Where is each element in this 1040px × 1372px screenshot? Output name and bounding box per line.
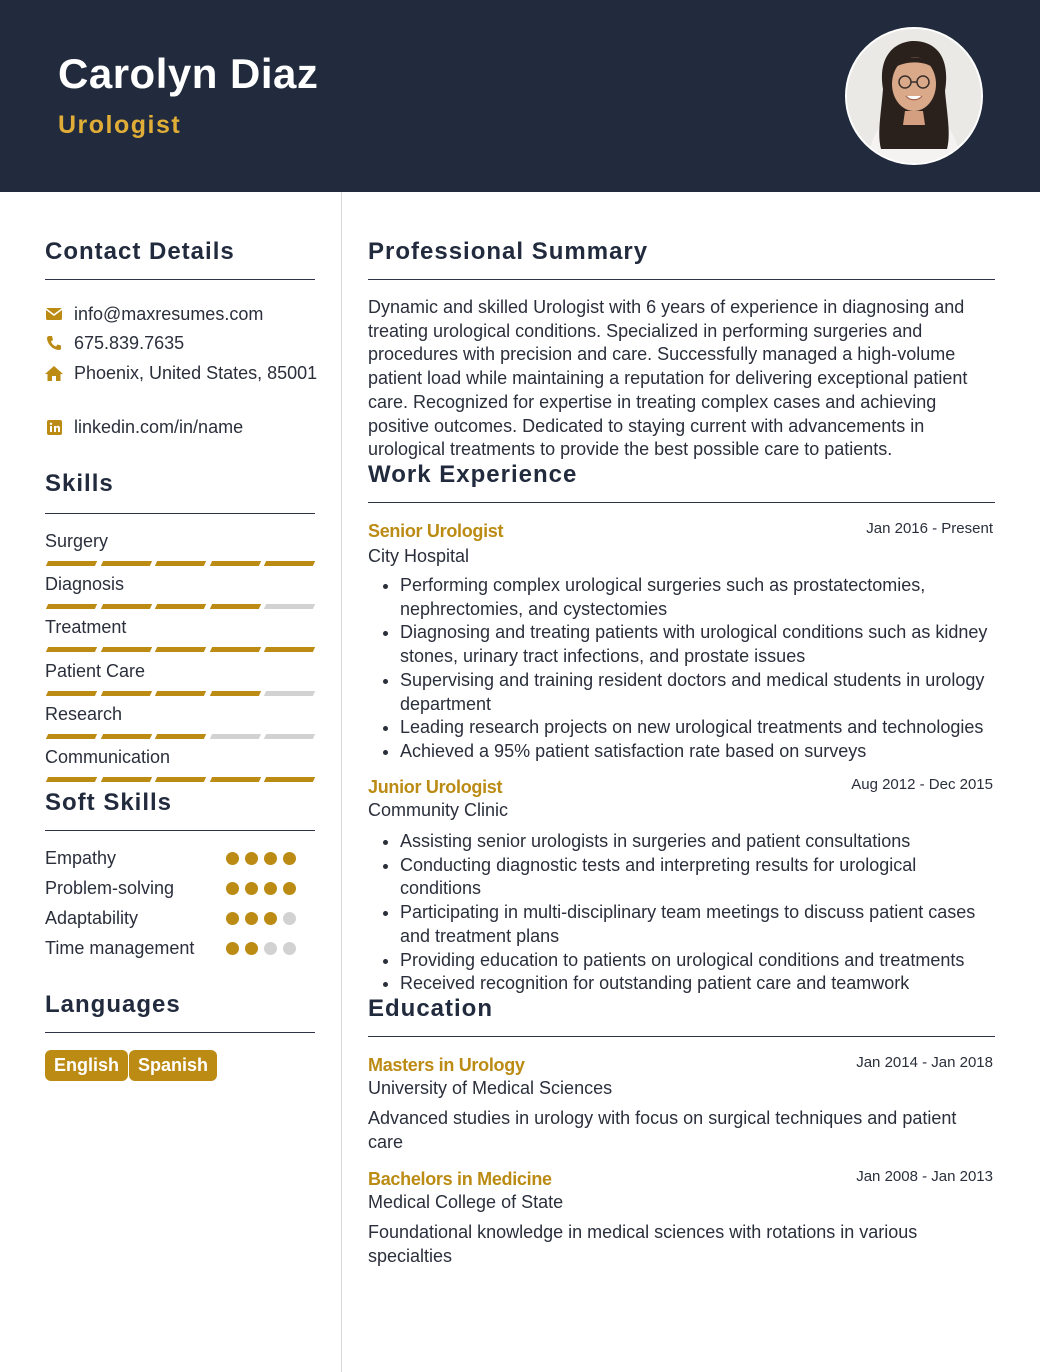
education-school: Medical College of State xyxy=(368,1192,564,1212)
soft-skill-name: Adaptability xyxy=(45,908,139,928)
rating-dot-filled xyxy=(226,852,239,865)
language-pill-english: English xyxy=(45,1050,128,1081)
job-bullet: • Achieved a 95% patient satisfaction rate based on surveys xyxy=(400,740,998,764)
skills-section-title: Skills xyxy=(45,470,114,497)
rating-dot-filled xyxy=(264,912,277,925)
job-bullet: • Performing complex urological surgeries such as prostatectomies, nephrectomies, and cystectomies xyxy=(400,574,998,621)
languages-section-rule xyxy=(45,1032,315,1033)
skill-level-segment-empty xyxy=(210,734,261,739)
contact-phone[interactable] xyxy=(45,331,184,355)
skill-level-segment-filled xyxy=(264,647,315,652)
experience-section-rule xyxy=(368,502,995,503)
education-section-title: Education xyxy=(368,995,494,1022)
rating-dot-empty xyxy=(283,912,296,925)
contact-linkedin-text: linkedin.com/in/name xyxy=(74,416,244,437)
summary-section-rule xyxy=(368,279,995,280)
skill-name: Communication xyxy=(45,747,171,767)
soft-skill-name: Problem-solving xyxy=(45,878,175,898)
skill-level-segment-filled xyxy=(210,647,261,652)
job-dates: Jan 2016 - Present xyxy=(866,520,993,537)
skill-level-segment-filled xyxy=(155,561,206,566)
job-bullet: • Supervising and training resident doctors and medical students in urology department xyxy=(400,669,998,716)
skill-level-segment-filled xyxy=(100,561,151,566)
education-description: Foundational knowledge in medical sciences with rotations in various specialties xyxy=(368,1222,918,1266)
education-school: University of Medical Sciences xyxy=(368,1078,613,1098)
skill-level-segment-filled xyxy=(155,647,206,652)
rating-dot-filled xyxy=(283,852,296,865)
candidate-name: Carolyn Diaz xyxy=(58,50,319,97)
soft-skill-name: Empathy xyxy=(45,848,117,868)
profile-photo-image xyxy=(847,29,981,163)
job-dates: Aug 2012 - Dec 2015 xyxy=(851,776,993,793)
job-bullet: • Leading research projects on new urological treatments and technologies xyxy=(400,716,998,740)
contact-section-title: Contact Details xyxy=(45,238,235,265)
job-bullet: • Diagnosing and treating patients with urological conditions such as kidney stones, urinary tract infections, and prostate issues xyxy=(400,621,998,668)
contact-linkedin[interactable] xyxy=(45,415,243,439)
education-description: Advanced studies in urology with focus on surgical techniques and patient care xyxy=(368,1108,957,1152)
skill-level-segment-filled xyxy=(46,561,97,566)
skill-level-segment-empty xyxy=(264,604,315,609)
job-bullet: • Providing education to patients on urological conditions and treatments xyxy=(400,949,998,973)
contact-section-rule xyxy=(45,279,315,280)
skill-level-segment-filled xyxy=(155,734,206,739)
rating-dot-filled xyxy=(226,882,239,895)
envelope-icon xyxy=(45,305,63,323)
skill-level-segment-filled xyxy=(264,561,315,566)
education-section-rule xyxy=(368,1036,995,1037)
skill-level-segment-filled xyxy=(210,561,261,566)
contact-email-text: info@maxresumes.com xyxy=(74,303,264,324)
summary-section-title: Professional Summary xyxy=(368,238,649,265)
soft-skill-rating xyxy=(226,942,296,955)
contact-address xyxy=(45,361,317,385)
skill-level-bar xyxy=(47,734,314,739)
home-icon xyxy=(45,364,63,382)
rating-dot-filled xyxy=(245,912,258,925)
job-bullet: • Received recognition for outstanding patient care and teamwork xyxy=(400,972,998,996)
education-dates: Jan 2008 - Jan 2013 xyxy=(856,1168,993,1185)
skill-level-segment-filled xyxy=(210,777,261,782)
linkedin-icon xyxy=(45,418,63,436)
job-title: Senior Urologist xyxy=(368,521,504,541)
language-pill-spanish: Spanish xyxy=(129,1050,217,1081)
education-degree: Masters in Urology xyxy=(368,1055,525,1075)
resume-header xyxy=(0,0,1040,192)
skill-level-segment-empty xyxy=(264,734,315,739)
skill-name: Patient Care xyxy=(45,661,146,681)
education-dates: Jan 2014 - Jan 2018 xyxy=(856,1054,993,1071)
experience-section-title: Work Experience xyxy=(368,461,578,488)
skill-level-segment-filled xyxy=(46,691,97,696)
contact-email[interactable] xyxy=(45,302,263,326)
skill-level-segment-filled xyxy=(46,604,97,609)
skill-level-segment-filled xyxy=(210,604,261,609)
skill-level-segment-filled xyxy=(100,734,151,739)
skill-level-segment-filled xyxy=(155,691,206,696)
skill-level-bar xyxy=(47,604,314,609)
rating-dot-filled xyxy=(264,852,277,865)
languages-section-title: Languages xyxy=(45,991,181,1018)
job-organization: City Hospital xyxy=(368,546,470,566)
job-bullets xyxy=(368,574,998,764)
skill-name: Research xyxy=(45,704,123,724)
skill-level-segment-filled xyxy=(155,604,206,609)
contact-address-text: Phoenix, United States, 85001 xyxy=(74,362,318,383)
skill-level-segment-filled xyxy=(100,777,151,782)
skill-level-segment-filled xyxy=(46,734,97,739)
rating-dot-filled xyxy=(226,912,239,925)
rating-dot-filled xyxy=(245,882,258,895)
contact-phone-text: 675.839.7635 xyxy=(74,332,185,353)
soft-skill-rating xyxy=(226,882,296,895)
skills-section-rule xyxy=(45,513,315,514)
skill-level-segment-filled xyxy=(100,691,151,696)
skill-level-segment-filled xyxy=(264,777,315,782)
skill-level-segment-filled xyxy=(46,777,97,782)
job-bullet: • Conducting diagnostic tests and interpreting results for urological conditions xyxy=(400,854,998,901)
skill-level-bar xyxy=(47,691,314,696)
job-organization: Community Clinic xyxy=(368,800,509,820)
soft-skills-section-rule xyxy=(45,830,315,831)
soft-skill-rating xyxy=(226,852,296,865)
rating-dot-empty xyxy=(283,942,296,955)
soft-skills-section-title: Soft Skills xyxy=(45,789,173,816)
summary-text: Dynamic and skilled Urologist with 6 years of experience in diagnosing and treating urological conditions. Specialized in performing surgeries and procedures with precision and care. Successfully managed a high-volume patient load while maintaining a reputation for delivering exceptional patient care. Recognized for expertise in treating complex cases and achieving positive outcomes. Dedicated to staying current with advancements in urological treatments to provide the best possible care to patients. xyxy=(368,297,968,460)
soft-skill-name: Time management xyxy=(45,938,195,958)
rating-dot-filled xyxy=(245,942,258,955)
candidate-role: Urologist xyxy=(58,111,182,139)
skill-level-bar xyxy=(47,647,314,652)
skill-level-segment-empty xyxy=(264,691,315,696)
skill-name: Diagnosis xyxy=(45,574,125,594)
job-bullet: • Participating in multi-disciplinary team meetings to discuss patient cases and treatment plans xyxy=(400,901,998,948)
profile-photo xyxy=(845,27,983,165)
job-bullet: • Assisting senior urologists in surgeries and patient consultations xyxy=(400,830,998,854)
rating-dot-empty xyxy=(264,942,277,955)
skill-level-bar xyxy=(47,777,314,782)
skill-level-segment-filled xyxy=(46,647,97,652)
job-bullets xyxy=(368,830,998,996)
skill-name: Treatment xyxy=(45,617,127,637)
job-title: Junior Urologist xyxy=(368,777,503,797)
skill-level-bar xyxy=(47,561,314,566)
column-divider xyxy=(341,192,342,1372)
rating-dot-filled xyxy=(283,882,296,895)
rating-dot-filled xyxy=(264,882,277,895)
education-degree: Bachelors in Medicine xyxy=(368,1169,552,1189)
soft-skill-rating xyxy=(226,912,296,925)
rating-dot-filled xyxy=(226,942,239,955)
skill-level-segment-filled xyxy=(155,777,206,782)
skill-level-segment-filled xyxy=(100,647,151,652)
skill-level-segment-filled xyxy=(100,604,151,609)
rating-dot-filled xyxy=(245,852,258,865)
skill-level-segment-filled xyxy=(210,691,261,696)
skill-name: Surgery xyxy=(45,531,109,551)
phone-icon xyxy=(45,334,63,352)
